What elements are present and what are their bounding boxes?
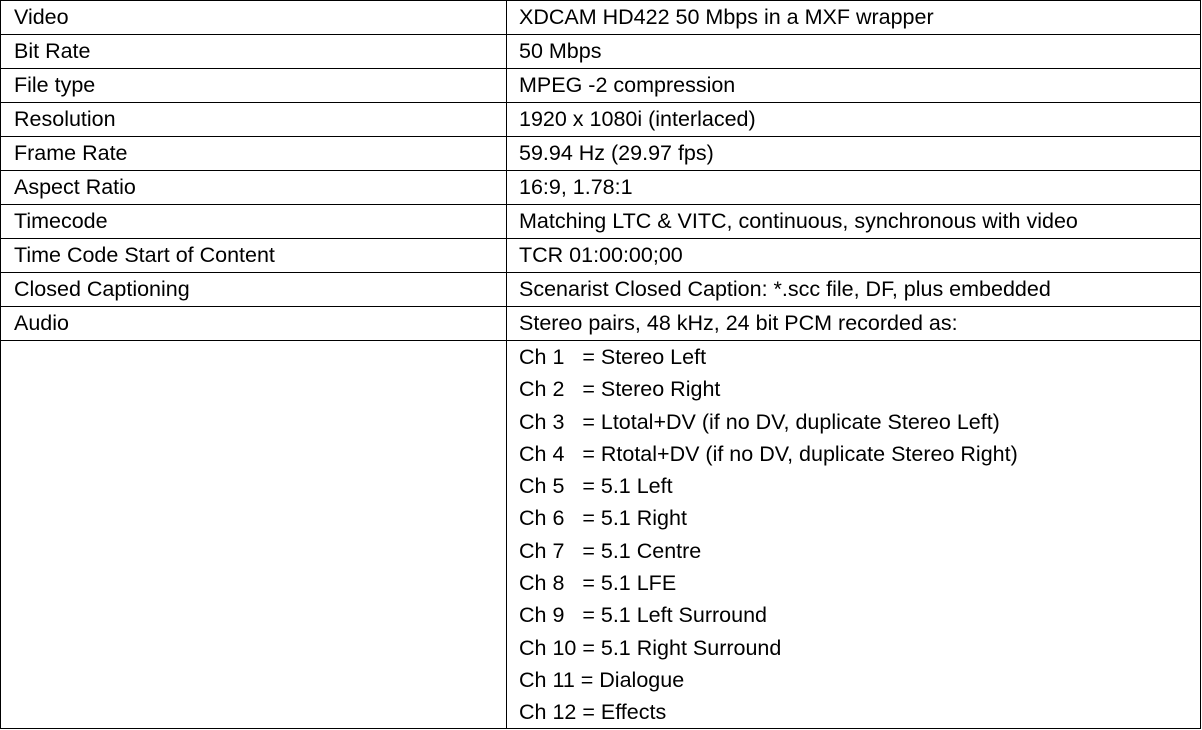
audio-channel: Ch 4 = Rtotal+DV (if no DV, duplicate Stereo Right)	[519, 441, 1018, 466]
spec-value: TCR 01:00:00;00	[507, 239, 1201, 273]
audio-channel: Ch 2 = Stereo Right	[519, 377, 721, 402]
spec-value: MPEG -2 compression	[507, 69, 1201, 103]
table-row	[1, 205, 1201, 239]
table-row	[1, 273, 1201, 307]
spec-value: XDCAM HD422 50 Mbps in a MXF wrapper	[507, 1, 1201, 35]
audio-channel: Ch 8 = 5.1 LFE	[519, 571, 677, 596]
audio-channel: Ch 1 = Stereo Left	[519, 345, 707, 369]
audio-channel: Ch 9 = 5.1 Left Surround	[519, 603, 768, 628]
spec-label: Time Code Start of Content	[1, 239, 507, 273]
spec-label: Frame Rate	[1, 137, 507, 171]
table-row	[1, 137, 1201, 171]
table-row	[1, 307, 1201, 341]
audio-channels-row	[1, 341, 1201, 729]
spec-value: Scenarist Closed Caption: *.scc file, DF, plus embedded	[507, 273, 1201, 307]
audio-channel: Ch 11 = Dialogue	[519, 667, 685, 692]
spec-label: Closed Captioning	[1, 273, 507, 307]
audio-channel: Ch 3 = Ltotal+DV (if no DV, duplicate Stereo Left)	[519, 409, 1000, 434]
table-row	[1, 103, 1201, 137]
spec-label: Timecode	[1, 205, 507, 239]
spec-value: 16:9, 1.78:1	[507, 171, 1201, 205]
spec-value: Stereo pairs, 48 kHz, 24 bit PCM recorded as:	[507, 307, 1201, 341]
table-row	[1, 1, 1201, 35]
table-row	[1, 171, 1201, 205]
spec-label: Bit Rate	[1, 35, 507, 69]
spec-value: 59.94 Hz (29.97 fps)	[507, 137, 1201, 171]
spec-label: File type	[1, 69, 507, 103]
empty-label-cell	[1, 341, 507, 729]
table-row	[1, 35, 1201, 69]
table-row	[1, 239, 1201, 273]
spec-label: Aspect Ratio	[1, 171, 507, 205]
audio-channel: Ch 5 = 5.1 Left	[519, 474, 673, 499]
table-row	[1, 69, 1201, 103]
spec-value: Matching LTC & VITC, continuous, synchronous with video	[507, 205, 1201, 239]
spec-label: Resolution	[1, 103, 507, 137]
audio-channel: Ch 6 = 5.1 Right	[519, 506, 687, 531]
audio-channel: Ch 10 = 5.1 Right Surround	[519, 635, 782, 660]
spec-value: 50 Mbps	[507, 35, 1201, 69]
audio-channel: Ch 12 = Effects	[519, 700, 667, 725]
spec-label: Audio	[1, 307, 507, 341]
audio-channel-list	[507, 341, 1201, 729]
audio-channel: Ch 7 = 5.1 Centre	[519, 538, 702, 563]
spec-value: 1920 x 1080i (interlaced)	[507, 103, 1201, 137]
spec-label: Video	[1, 1, 507, 35]
